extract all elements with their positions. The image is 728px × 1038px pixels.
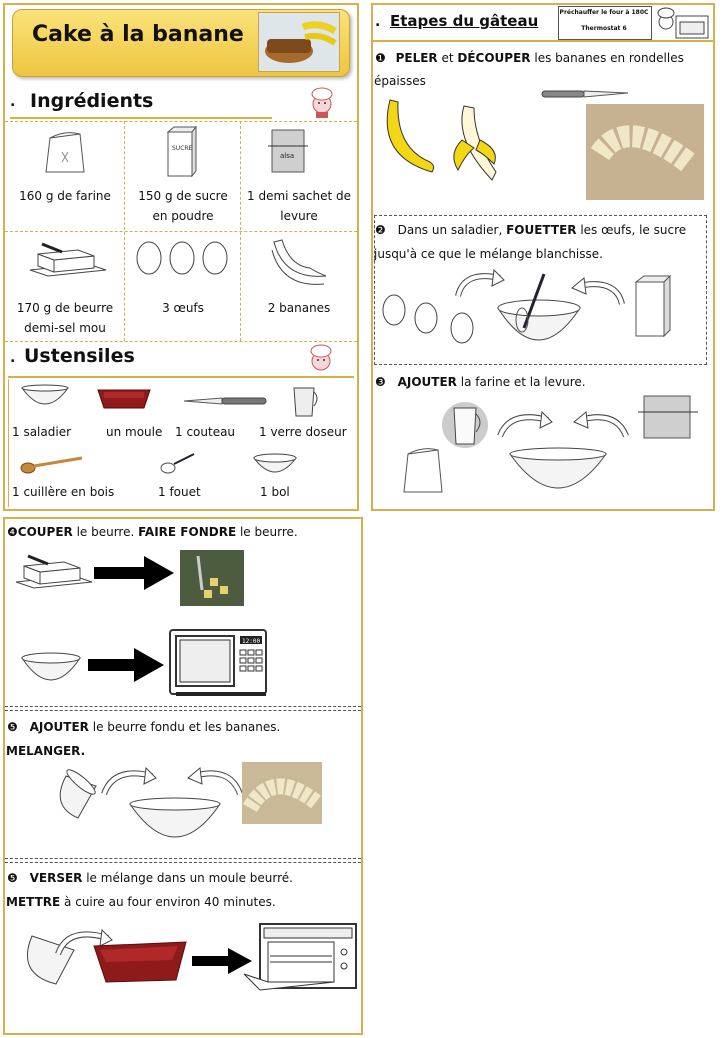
yeast-label: alsa <box>280 152 295 160</box>
yeast-packet-icon <box>268 128 308 174</box>
step2-c: les œufs, le sucre <box>576 223 687 237</box>
banana-icon <box>380 96 440 176</box>
step2-a: Dans un saladier, <box>397 223 507 237</box>
oven-icon <box>240 922 360 994</box>
couteau-icon <box>182 396 268 406</box>
sugar-box-icon <box>164 126 198 180</box>
step4-d: le beurre. <box>236 525 298 539</box>
grid-line <box>124 121 125 341</box>
step5-melanger: MELANGER. <box>6 744 86 758</box>
step-divider <box>5 862 361 863</box>
step6-text-2 <box>6 892 276 912</box>
step6-text <box>7 868 293 888</box>
step5-num: ❺ <box>7 720 18 734</box>
arrow-right-icon-2 <box>496 408 556 440</box>
step3-rest: la farine et la levure. <box>456 375 586 389</box>
banana-slices-illustration <box>586 104 704 200</box>
arrow-black-icon-2 <box>86 648 166 682</box>
arrow-black-icon <box>92 556 176 590</box>
ingredient-beurre-l1: 170 g de beurre <box>16 301 114 315</box>
ingredient-farine: 160 g de farine <box>19 189 111 203</box>
etapes-heading: Etapes du gâteau <box>390 12 539 30</box>
step1-text <box>375 48 684 68</box>
butter-step4-icon <box>14 552 94 592</box>
ingredients-heading-underline <box>10 117 272 119</box>
flour-bag-icon <box>40 128 90 176</box>
ustensile-verre-doseur: 1 verre doseur <box>259 425 347 439</box>
arrow-right-icon-3 <box>100 764 160 798</box>
cake-photo <box>258 12 340 72</box>
page-title: Cake à la banane <box>32 22 244 47</box>
step1-text-2: épaisses <box>374 74 426 88</box>
ingredient-sucre-l2: en poudre <box>152 209 214 223</box>
fouet-icon <box>160 452 196 476</box>
arrow-left-icon-3 <box>184 764 244 798</box>
step-divider <box>5 710 361 711</box>
step3-text <box>375 372 586 392</box>
step3-ajouter: AJOUTER <box>397 375 457 389</box>
ustensiles-heading: Ustensiles <box>24 345 135 367</box>
step2-fouetter: FOUETTER <box>506 223 577 237</box>
banana-slices-photo <box>586 104 704 200</box>
step1-peler: PELER <box>395 51 438 65</box>
microwave-icon <box>168 628 268 698</box>
step5-ajouter: AJOUTER <box>29 720 89 734</box>
ingredient-levure-l2: levure <box>280 209 318 223</box>
measuring-cup-icon <box>440 400 490 450</box>
step3-num: ❸ <box>375 375 386 389</box>
yeast-packet-icon-2 <box>638 394 698 440</box>
bananas-outline-icon <box>270 236 330 288</box>
ustensile-couteau: 1 couteau <box>175 425 236 439</box>
knife-icon <box>540 88 630 100</box>
ingredients-bullet: . <box>10 94 16 110</box>
bol-tipped-icon <box>56 772 106 822</box>
step6-rest: le mélange dans un moule beurré. <box>82 871 293 885</box>
step1-rest: les bananes en rondelles <box>530 51 684 65</box>
banana-slices-photo-2 <box>242 762 322 824</box>
eggs-icon <box>134 238 234 278</box>
step2-num: ❷ <box>375 223 386 237</box>
ustensile-moule: un moule <box>106 425 163 439</box>
step1-et: et <box>437 51 458 65</box>
grid-line <box>5 231 357 232</box>
step1-num: ❶ <box>375 51 386 65</box>
arrow-left-icon <box>566 276 626 308</box>
bol-icon <box>252 452 298 480</box>
grid-line <box>5 121 357 122</box>
step6-num: ❺ <box>7 871 18 885</box>
chef-oven-icon <box>654 6 710 40</box>
cuillere-icon <box>20 456 84 476</box>
microwave-display: 12:00 <box>242 638 261 645</box>
cutting-butter-photo <box>180 550 244 606</box>
arrow-left-icon-2 <box>570 408 630 440</box>
ustensiles-bullet: . <box>10 350 16 366</box>
saladier-step3-icon <box>508 448 608 498</box>
peeled-banana-icon <box>444 100 504 184</box>
step4-b: le beurre. <box>72 525 139 539</box>
ustensile-bol: 1 bol <box>260 485 290 499</box>
sugar-box-icon-2 <box>632 274 672 340</box>
preheat-line1: Préchauffer le four à 180C <box>559 9 649 16</box>
step6-rest-2: à cuire au four environ 40 minutes. <box>60 895 276 909</box>
step-divider <box>5 858 361 859</box>
step6-mettre: METTRE <box>6 895 61 909</box>
step4-faire-fondre: FAIRE FONDRE <box>138 525 237 539</box>
ustensile-fouet: 1 fouet <box>158 485 201 499</box>
ustensile-saladier: 1 saladier <box>12 425 72 439</box>
step2-text <box>375 220 686 240</box>
saladier-icon <box>20 384 70 414</box>
sugar-box-label: SUCRE <box>172 145 193 152</box>
cutting-butter-illustration <box>180 550 244 606</box>
step1-decouper: DÉCOUPER <box>457 51 531 65</box>
step-divider <box>5 706 361 707</box>
preheat-line2: Thermostat 6 <box>581 25 627 32</box>
step4-num: ❹ <box>7 525 18 539</box>
ingredients-heading: Ingrédients <box>30 90 154 112</box>
banana-slices-illustration-2 <box>242 762 322 824</box>
chef-icon-2 <box>304 342 338 376</box>
moule-step6-icon <box>92 938 188 984</box>
saladier-step5-icon <box>128 798 222 848</box>
chef-icon <box>304 84 340 120</box>
butter-icon <box>28 240 108 282</box>
ingredient-bananes: 2 bananes <box>267 301 331 315</box>
moule-icon <box>96 386 152 412</box>
step4-text <box>7 522 298 542</box>
verre-doseur-icon <box>290 384 320 418</box>
ustensile-cuillere: 1 cuillère en bois <box>12 485 115 499</box>
flour-bag-icon-2 <box>398 444 448 496</box>
step6-verser: VERSER <box>29 871 83 885</box>
ingredient-sucre-l1: 150 g de sucre <box>138 189 228 203</box>
etapes-header-line <box>373 40 713 42</box>
bol-step4-icon <box>20 650 82 690</box>
ingredient-beurre-l2: demi-sel mou <box>24 321 106 335</box>
step5-rest: le beurre fondu et les bananes. <box>88 720 281 734</box>
ustensiles-underline <box>8 376 354 378</box>
etapes-bullet: . <box>375 14 381 30</box>
step4-couper: COUPER <box>17 525 73 539</box>
cake-illustration <box>259 13 339 71</box>
step2-text-2: jusqu'à ce que le mélange blanchisse. <box>374 247 603 261</box>
ingredient-levure-l1: 1 demi sachet de <box>247 189 351 203</box>
step5-text <box>7 717 280 737</box>
ingredient-oeufs: 3 œufs <box>162 301 204 315</box>
